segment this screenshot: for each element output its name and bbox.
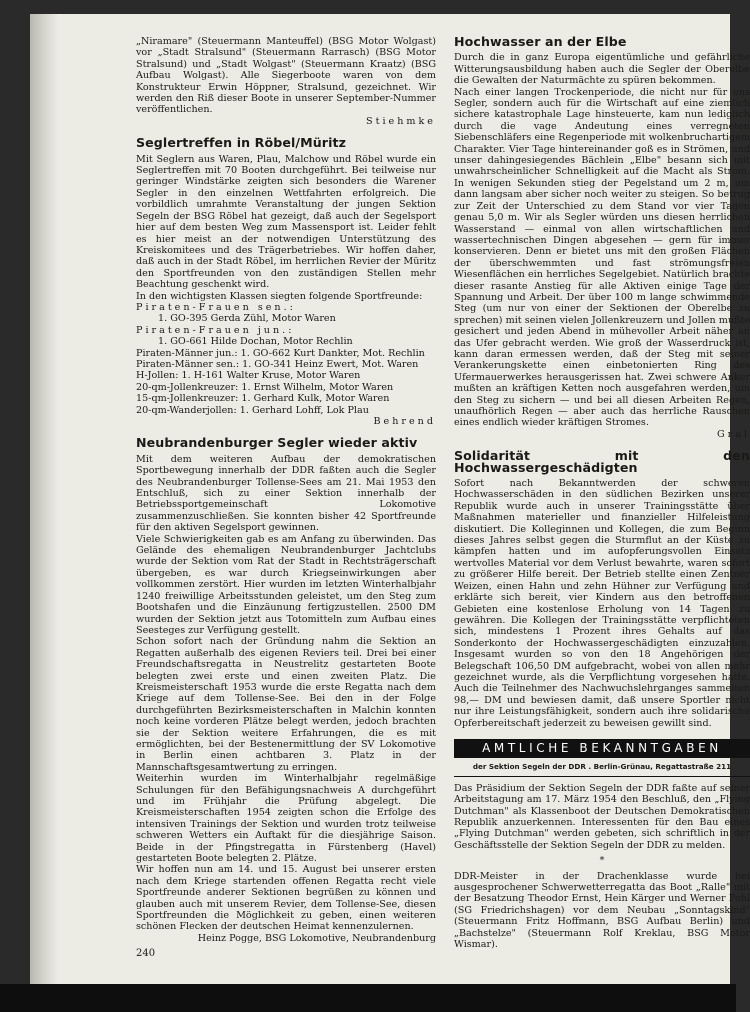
article-paragraph: Schon sofort nach der Gründung nahm die Sektion an Regatten außerhalb des eigenen Reviers teil. Drei bei einer Freundschaftsregatta in Neustrelitz gestarteten Boote belegten zwei erste und einen zweiten Platz. Die Kreismeisterschaft 1953 wurde die erste Regatta nach dem Kriege auf dem Tollense-See. Bei den in der Folge durchgeführten Bezirksmeisterschaften in Malchin konnten noch keine vorderen Plätze belegt werden, jedoch brachten sie der Sektion weitere Erfahrungen, die es mit ermöglichten, bei der Bestenermittlung der SV Lokomotive in Berlin einen achtbaren 3. Platz in der Mannschaftsgesamtwertung zu erringen. [136,636,436,773]
article-signature: Gral [716,428,750,440]
notice-paragraph: DDR-Meister in der Drachenklasse wurde bei ausgesprochener Schwerwetterregatta das Boot „Ralle" mit der Besatzung Theodor Ernst, Hein Kärger und Werner Pohl (SG Friedrichshagen) vor dem Neubau „Sonntagskind" (Steuermann Fritz Hoffmann, BSG Aufbau Berlin) und „Bachstelze" (Steuermann Rolf Kreklau, BSG Motor Wismar). [454,870,750,951]
article-signature: Heinz Pogge, BSG Lokomotive, Neubrandenburg [197,932,436,944]
result-class: Piraten-Frauen jun.: [136,324,295,336]
binding-gutter [30,14,58,1000]
result-entry: H-Jollen: 1. H-161 Walter Kruse, Motor Waren [136,370,361,382]
article-signature: Behrend [373,416,436,427]
page-number: 240 [136,948,156,959]
result-entry: 1. GO-661 Hilde Dochan, Motor Rechlin [158,336,353,348]
intro-signature: Stiehmke [366,115,436,127]
article-paragraph: In den wichtigsten Klassen siegten folgende Sportfreunde: [136,290,423,302]
magazine-page [30,14,750,1000]
result-entry: 1. GO-395 Gerda Zühl, Motor Waren [158,313,336,325]
result-entry: 20-qm-Jollenkreuzer: 1. Ernst Wilhelm, Motor Waren [136,381,394,393]
article-title-hochwasser: Hochwasser an der Elbe [454,34,627,49]
results-list [136,302,436,416]
result-entry: 20-qm-Wanderjollen: 1. Gerhard Lohff, Lok Plau [136,404,369,416]
article-title-solidaritaet: Solidarität mit den Hochwassergeschädigten [454,448,750,475]
left-column [136,36,436,944]
result-entry: Piraten-Männer sen.: 1. GO-341 Heinz Ewert, Mot. Waren [136,358,419,370]
separator-star: * [599,855,605,867]
intro-paragraph: „Niramare" (Steuermann Manteuffel) (BSG Motor Wolgast) vor „Stadt Stralsund" (Steuermann Rarrasch) (BSG Motor Stralsund) und „Stadt Wolgast" (Steuermann Kraatz) (BSG Aufbau Wolgast). Alle Siegerboote waren von dem Konstrukteur Erwin Höppner, Stralsund, gezeichnet. Wir werden den Riß dieser Boote in unserer September-Nummer veröffentlichen. [136,36,436,116]
scan-bottom-edge [0,984,736,1012]
article-paragraph: Sofort nach Bekanntwerden der schweren Hochwasserschäden in den südlichen Bezirken unserer Republik wurde auch in unserer Trainingsstätte über Maßnahmen materieller und finanzieller Hilfeleistung diskutiert. Die Kolleginnen und Kollegen, die zum Beginn dieses Jahres selbst gegen die Sturmflut an der Küste zu kämpfen hatten und im aufopferungsvollen Einsatz wertvolles Material vor dem Verlust bewahrte, waren sofort zu größerer Hilfe bereit. Der Betrieb stellte einen Zentner Weizen, einen Hahn und zehn Hühner zur Verfügung und erklärte sich bereit, vier Kindern aus den betroffenen Gebieten eine kostenlose Erholung von 14 Tagen zu gewähren. Die Kollegen der Trainingsstätte verpflichteten sich, mindestens 1 Prozent ihres Gehalts auf das Sonderkonto der Hochwassergeschädigten einzuzahlen. Insgesamt wurden so von den 18 Angehörigen der Belegschaft 106,50 DM aufgebracht, wobei von allen mehr gezeichnet wurde, als die Verpflichtung vorgesehen hatte. Auch die Teilnehmer des Nachwuchslehrganges sammelten 98,— DM und bewiesen damit, daß unsere Sportler nicht nur ihre Leistungsfähigkeit, sondern auch ihre solidarische Opferbereitschaft jederzeit zu beweisen gewillt sind. [454,478,750,729]
notice-paragraph: Das Präsidium der Sektion Segeln der DDR faßte auf seiner Arbeitstagung am 17. März 1954 den Beschluß, den „Flying Dutchman" als Klassenboot der Deutschen Demokratischen Republik anzuerkennen. Interessenten für den Bau eines „Flying Dutchman" werden gebeten, sich schriftlich in der Geschäftsstelle der Sektion Segeln der DDR zu melden. [454,782,750,851]
article-paragraph: Nach einer langen Trockenperiode, die nicht nur für uns Segler, sondern auch für die Wirtschaft auf eine ziemlich sichere katastrophale Lage hinsteuerte, kam nun lediglich durch die vage Andeutung eines verregneten Siebenschläfers eine Regenperiode mit wolkenbruchartigem Charakter. Vier Tage hintereinander goß es in Strömen, und unser dahingesiegendes Bächlein „Elbe" besann sich mit unwahrscheinlicher Schnelligkeit auf die Macht als Strom. In wenigen Sekunden stieg der Pegelstand um 2 m, um dann langsam aber sicher noch weiter zu steigen. So betrug zur Zeit der Unterschied zu dem Stand vor vier Tagen genau 5,0 m. Wir als Segler würden uns diesen herrlichen Wasserstand — einmal von allen wirtschaftlichen und wassertechnischen Dingen abgesehen — gern für immer konservieren. Denn er bietet uns mit den großen Flächen der überschwemmten und fast strömungsfreien Wiesenflächen ein herrliches Segelgebiet. Natürlich brachte dieser rasante Anstieg für alle Aktiven einige Tage der Spannung und Arbeit. Der über 100 m lange schwimmende Steg (um nur von einer der Sektionen der Oberelbe zu sprechen) mit seinen vielen Jollenkreuzern und Jollen mußte gesichert und jeden Abend in mühevoller Arbeit näher an das Ufer gebracht werden. Wie groß der Wasserdruck ist, kann daran ermessen werden, daß der Steg mit seiner Verankerungskette einen einbetonierten Ring des Ufermauerwerkes herausgerissen hat. Zwei schwere Anker mußten an kräftigen Ketten noch ausgefahren werden, um den Steg zu sichern — und bei all diesen Arbeiten Regen, unaufhörlich Regen — aber auch das herrliche Rauschen eines endlich wieder kräftigen Stromes. [454,86,750,429]
article-paragraph: Viele Schwierigkeiten gab es am Anfang zu überwinden. Das Gelände des ehemaligen Neubrandenburger Jachtclubs wurde der Sektion vom Rat der Stadt in Rechtsträgerschaft übergeben, es war durch Kriegseinwirkungen aber vollkommen zerstört. Hier wurden im letzten Winterhalbjahr 1240 freiwillige Arbeitsstunden geleistet, um den Steg zum Bootshafen und die Einzäunung fertigzustellen. 2500 DM wurden der Sektion jetzt aus Totomitteln zum Aufbau eines Seesteges zur Verfügung gestellt. [136,533,436,636]
article-title-roebel: Seglertreffen in Röbel/Müritz [136,135,347,151]
article-title-neubrandenburg: Neubrandenburger Segler wieder aktiv [136,435,418,451]
result-entry: Piraten-Männer jun.: 1. GO-662 Kurt Dankter, Mot. Rechlin [136,347,425,359]
notice-subtitle: der Sektion Segeln der DDR . Berlin-Grünau, Regattastraße 211 [454,761,750,776]
right-column [454,36,750,950]
article-paragraph: Mit dem weiteren Aufbau der demokratischen Sportbewegung innerhalb der DDR faßten auch die Segler des Neubrandenburger Tollense-Sees am 21. Mai 1953 den Entschluß, sich zu einer Sektion innerhalb der Betriebssportgemeinschaft Lokomotive zusammenzuschließen. Sie konnten bisher 42 Sportfreunde für den aktiven Segelsport gewinnen. [136,453,436,534]
notice-banner: AMTLICHE BEKANNTGABEN [454,739,750,758]
article-paragraph: Wir hoffen nun am 14. und 15. August bei unserer ersten nach dem Kriege startenden offenen Regatta recht viele Sportfreunde anderer Sektionen begrüßen zu können und glauben auch mit unserem Revier, dem Tollense-See, diesen Sportfreunden die Möglichkeit zu geben, einen weiteren schönen Flecken der deutschen Heimat kennenzulernen. [136,864,436,933]
article-paragraph: Mit Seglern aus Waren, Plau, Malchow und Röbel wurde ein Seglertreffen mit 70 Booten durchgeführt. Bei teilweise nur geringer Windstärke zeigten sich besonders die Warener Segler in den einzelnen Wettfahrten erfolgreich. Die vorbildlich umrahmte Veranstaltung der jungen Sektion Segeln der BSG Röbel hat gezeigt, daß auch der Segelsport hier auf dem besten Weg zum Massensport ist. Leider fehlt es hier meist an der notwendigen Unterstützung des Kreiskomitees und des Trägerbetriebes. Wir hoffen daher, daß auch in der Stadt Röbel, im herrlichen Revier der Müritz den Sportfreunden von den zuständigen Stellen mehr Beachtung geschenkt wird. [136,153,436,291]
result-entry: 15-qm-Jollenkreuzer: 1. Gerhard Kulk, Motor Waren [136,393,390,405]
result-class: Piraten-Frauen sen.: [136,301,296,313]
article-paragraph: Durch die in ganz Europa eigentümliche und gefährliche Witterungsausbildung haben auch die Segler der Oberelbe die Gewalten der Naturmächte zu spüren bekommen. [454,52,750,87]
article-paragraph: Weiterhin wurden im Winterhalbjahr regelmäßige Schulungen für den Befähigungsnachweis A durchgeführt und im Frühjahr die Prüfung abgelegt. Die Kreismeisterschaften 1954 zeigten schon die Erfolge des intensiven Trainings der Sektion und wurden trotz teilweise schweren Wetters ein Auftakt für die diesjährige Saison. Beide in der Pfingstregatta in Fürstenberg (Havel) gestarteten Boote belegten 2. Plätze. [136,773,436,865]
